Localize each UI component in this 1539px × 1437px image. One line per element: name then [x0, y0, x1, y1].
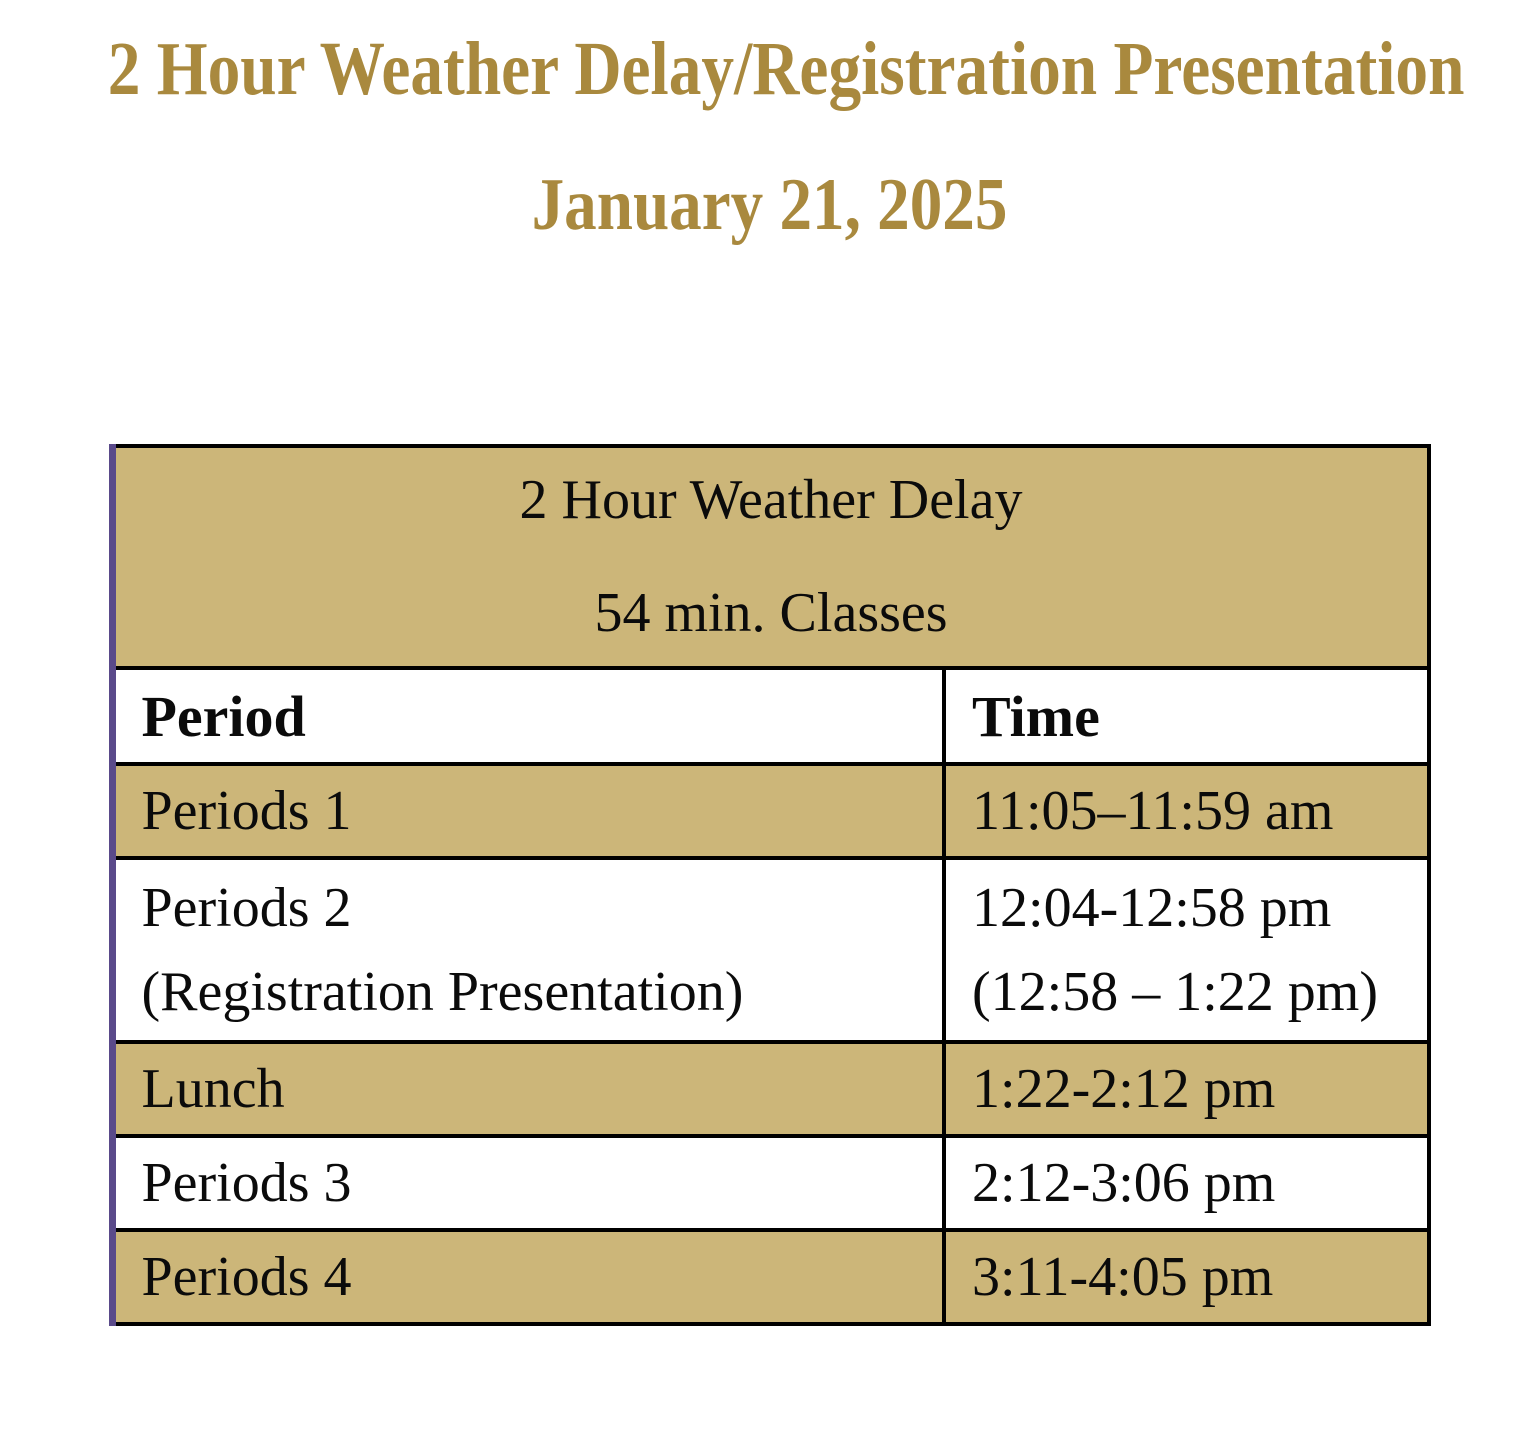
table-header-row [112, 446, 1429, 668]
cell-period-2-line2: (Registration Presentation) [141, 961, 744, 1024]
row-periods-1 [112, 764, 1429, 858]
column-header-time: Time [944, 668, 1428, 764]
cell-period-3: Periods 3 [112, 1136, 944, 1230]
table-header-cell [112, 446, 1429, 668]
cell-time-2-line2: (12:58 – 1:22 pm) [972, 961, 1378, 1024]
cell-period-2 [112, 858, 944, 1042]
cell-time-3: 2:12-3:06 pm [944, 1136, 1428, 1230]
cell-time-lunch: 1:22-2:12 pm [944, 1042, 1428, 1136]
cell-time-4: 3:11-4:05 pm [944, 1230, 1428, 1324]
row-lunch [112, 1042, 1429, 1136]
row-periods-3 [112, 1136, 1429, 1230]
cell-time-1: 11:05–11:59 am [944, 764, 1428, 858]
page-date: January 21, 2025 [531, 164, 1008, 247]
table-subtitle: 54 min. Classes [594, 582, 948, 645]
cell-period-2-line1: Periods 2 [141, 877, 352, 940]
row-periods-2 [112, 858, 1429, 1042]
schedule-table-container [109, 444, 1431, 1326]
column-header-period: Period [112, 668, 944, 764]
cell-period-4: Periods 4 [112, 1230, 944, 1324]
cell-time-2 [944, 858, 1428, 1042]
cell-period-lunch: Lunch [112, 1042, 944, 1136]
cell-time-2-line1: 12:04-12:58 pm [972, 877, 1332, 940]
cell-period-1: Periods 1 [112, 764, 944, 858]
column-header-row [112, 668, 1429, 764]
page-title: 2 Hour Weather Delay/Registration Presentation [107, 27, 1465, 111]
schedule-table [109, 444, 1431, 1326]
table-title: 2 Hour Weather Delay [519, 469, 1023, 532]
row-periods-4 [112, 1230, 1429, 1324]
